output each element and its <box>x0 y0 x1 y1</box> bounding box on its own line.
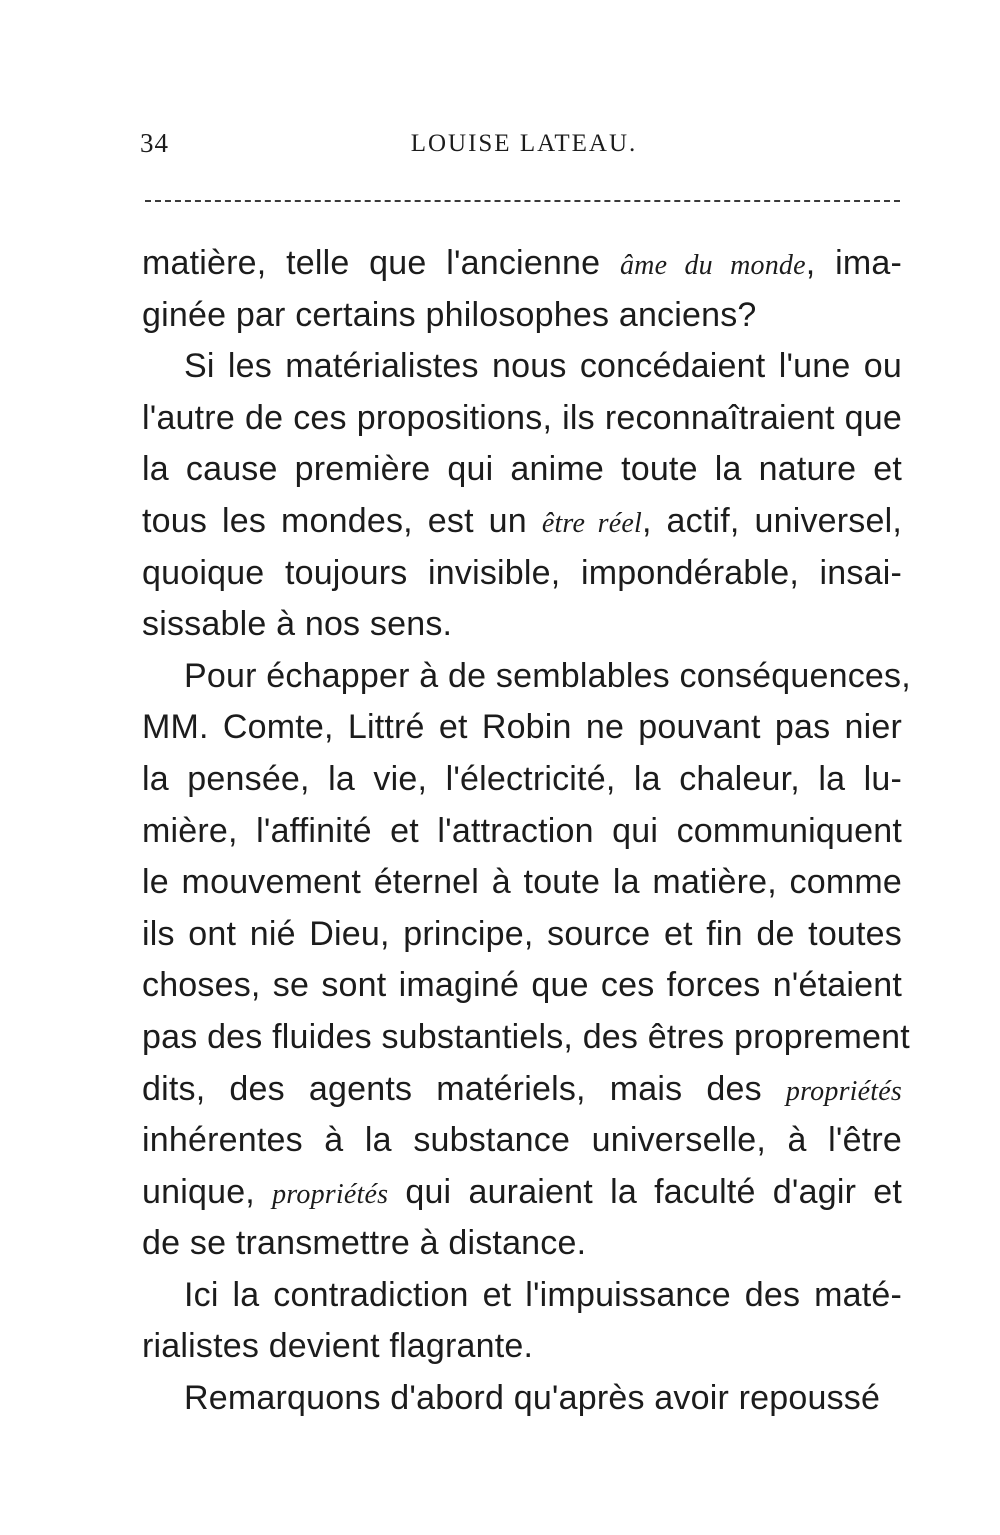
text-run: Remarquons d'abord qu'après avoir repoussé <box>184 1379 881 1418</box>
paragraph <box>142 341 902 651</box>
text-line <box>142 651 911 703</box>
text-run: ginée par certains philosophes anciens? <box>142 295 757 334</box>
text-line <box>142 702 902 754</box>
paragraph <box>142 651 911 1270</box>
italic-phrase: être réel <box>541 507 642 539</box>
paragraph <box>142 1373 902 1425</box>
text-line <box>142 1321 902 1373</box>
text-run: dits, des agents matériels, mais des <box>142 1069 786 1108</box>
text-run: la pensée, la vie, l'électricité, la chaleur, la lu- <box>142 759 902 798</box>
text-line <box>142 290 902 342</box>
text-run: le mouvement éternel à toute la matière, comme <box>142 863 902 902</box>
text-run: matière, telle que l'ancienne <box>142 244 620 282</box>
text-line <box>142 496 902 548</box>
text-run: Ici la contradiction et l'impuissance des maté- <box>184 1275 902 1314</box>
italic-phrase: propriétés <box>785 1075 902 1107</box>
text-run: ils ont nié Dieu, principe, source et fin de toutes <box>142 914 902 953</box>
text-line <box>142 1012 910 1064</box>
running-head <box>140 128 900 168</box>
text-run: tous les mondes, est un <box>142 501 542 540</box>
text-line <box>142 1218 902 1270</box>
header-rule <box>145 200 900 202</box>
text-run: rialistes devient flagrante. <box>142 1327 534 1366</box>
text-line <box>142 1270 902 1322</box>
text-run: choses, se sont imaginé que ces forces n'étaient <box>142 966 902 1005</box>
text-run: la cause première qui anime toute la nature et <box>142 450 902 489</box>
paragraph <box>142 238 902 341</box>
text-run: inhérentes à la substance universelle, à l'être <box>142 1121 902 1160</box>
text-run: Si les matérialistes nous concédaient l'une ou <box>184 347 902 386</box>
text-line <box>142 238 902 290</box>
text-line <box>142 909 902 961</box>
text-run: l'autre de ces propositions, ils reconnaîtraient que <box>142 398 902 437</box>
text-run: , actif, universel, <box>641 501 902 540</box>
body-text <box>142 238 911 1425</box>
text-run: pas des fluides substantiels, des êtres proprement <box>142 1017 910 1056</box>
running-title: LOUISE LATEAU. <box>410 130 638 157</box>
text-line <box>142 599 902 651</box>
text-line <box>142 857 902 909</box>
page-number: 34 <box>140 128 169 158</box>
paragraph <box>142 1270 902 1373</box>
text-line <box>142 341 902 393</box>
text-line <box>142 1373 902 1425</box>
text-run: , ima- <box>805 244 902 282</box>
text-line <box>142 1064 902 1116</box>
text-line <box>142 1167 902 1219</box>
italic-phrase: âme du monde <box>619 250 806 281</box>
text-line <box>142 1115 902 1167</box>
text-line <box>142 806 902 858</box>
text-line <box>142 548 902 600</box>
text-run: unique, <box>142 1172 273 1211</box>
text-run: qui auraient la faculté d'agir et <box>388 1172 903 1211</box>
text-line <box>142 754 902 806</box>
text-line <box>142 444 902 496</box>
text-line <box>142 960 902 1012</box>
text-run: mière, l'affinité et l'attraction qui communiquent <box>142 811 902 850</box>
text-run: sissable à nos sens. <box>142 605 453 644</box>
text-line <box>142 393 902 445</box>
text-run: de se transmettre à distance. <box>142 1224 587 1263</box>
text-run: quoique toujours invisible, impondérable, insai- <box>142 553 902 592</box>
italic-phrase: propriétés <box>272 1178 389 1210</box>
text-run: MM. Comte, Littré et Robin ne pouvant pas nier <box>142 708 902 747</box>
text-run: Pour échapper à de semblables conséquences, <box>184 656 911 695</box>
